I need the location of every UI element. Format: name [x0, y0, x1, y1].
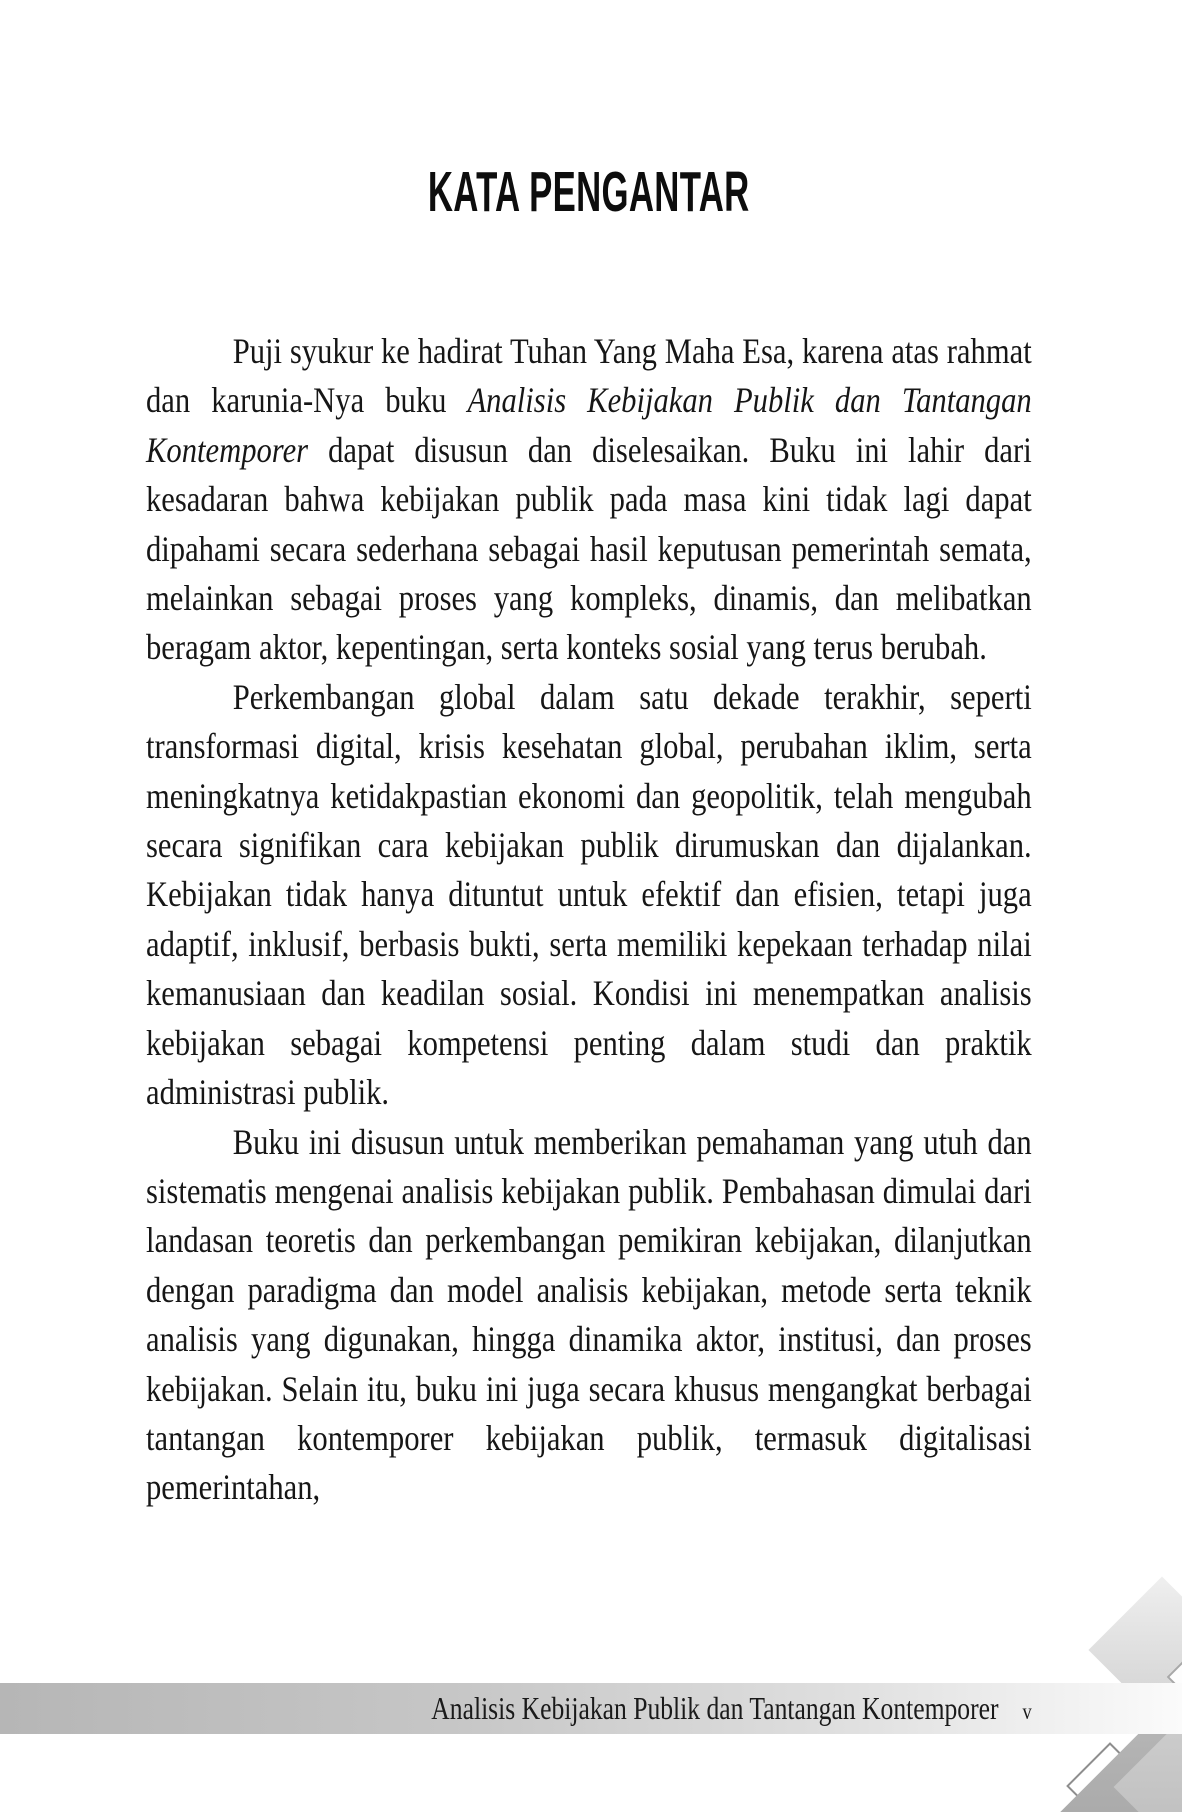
- preface-body: [146, 327, 1032, 1513]
- footer-bar: [0, 1683, 1182, 1734]
- footer-text: [432, 1683, 1033, 1737]
- paragraph-3: Buku ini disusun untuk memberikan pemahaman yang utuh dan sistematis mengenai analisis kebijakan publik. Pembahasan dimulai dari landasan teoretis dan perkembangan pemikiran kebijakan, dilanjutkan dengan paradigma dan model analisis kebijakan, metode serta teknik analisis yang digunakan, hingga dinamika aktor, institusi, dan proses kebijakan. Selain itu, buku ini juga secara khusus mengangkat berbagai tantangan kontemporer kebijakan publik, termasuk digitalisasi pemerintahan,: [146, 1121, 1032, 1508]
- paragraph-1-post: dapat disusun dan diselesaikan. Buku ini lahir dari kesadaran bahwa kebijakan publik pada masa kini tidak lagi dapat dipahami secara sederhana sebagai hasil keputusan pemerintah semata, melainkan sebagai proses yang kompleks, dinamis, dan melibatkan beragam aktor, kepentingan, serta konteks sosial yang terus berubah.: [146, 429, 1032, 668]
- paragraph-1-pre: Puji syukur ke hadirat Tuhan Yang Maha Esa, karena atas rahmat dan karunia-Nya buku: [146, 331, 1032, 421]
- paragraph-2: Perkembangan global dalam satu dekade terakhir, seperti transformasi digital, krisis kesehatan global, perubahan iklim, serta meningkatnya ketidakpastian ekonomi dan geopolitik, telah mengubah secara signifikan cara kebijakan publik dirumuskan dan dijalankan. Kebijakan tidak hanya dituntut untuk efektif dan efisien, tetapi juga adaptif, inklusif, berbasis bukti, serta memiliki kepekaan terhadap nilai kemanusiaan dan keadilan sosial. Kondisi ini menempatkan analisis kebijakan sebagai kompetensi penting dalam studi dan praktik administrasi publik.: [146, 676, 1032, 1113]
- page-title: [146, 160, 1032, 224]
- paragraph-1: [146, 327, 1032, 673]
- book-title-italic: Analisis Kebijakan Publik dan Tantangan Kontemporer: [146, 380, 1032, 470]
- footer-book-title: Analisis Kebijakan Publik dan Tantangan Kontemporer: [431, 1690, 999, 1726]
- page-title-text: KATA PENGANTAR: [428, 160, 750, 224]
- page-number: v: [1023, 1699, 1033, 1724]
